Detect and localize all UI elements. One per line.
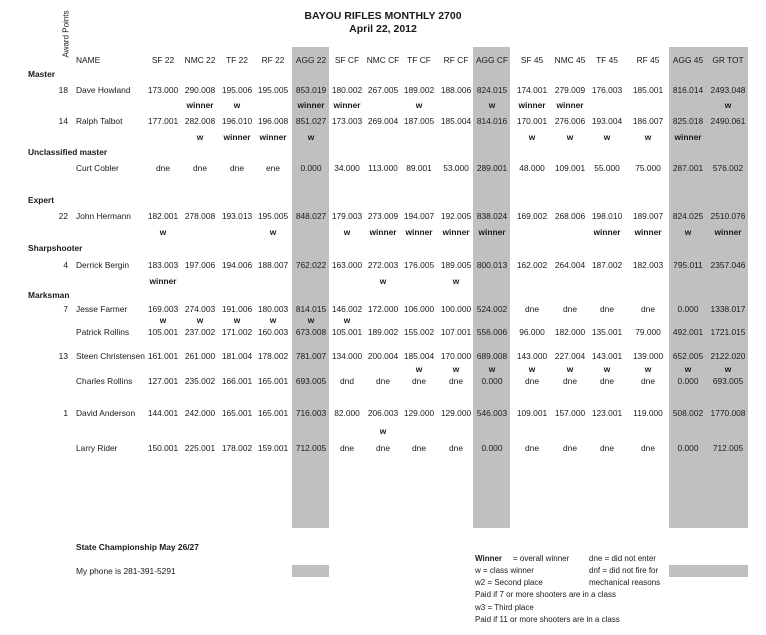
score-grtot: 1770.008 (710, 408, 746, 418)
placement-mark-agg45: w (684, 364, 692, 374)
placement-mark-aggcf: w (488, 364, 496, 374)
score-nmccf: dne (376, 443, 390, 453)
column-header-rfcf: RF CF (443, 55, 469, 65)
score-rfcf: 188.006 (440, 85, 472, 95)
score-tf22: 196.010 (221, 116, 253, 126)
placement-mark-nmccf: w (379, 276, 387, 286)
score-nmccf: dne (376, 376, 390, 386)
column-header-sf22: SF 22 (151, 55, 175, 65)
score-nmc45: 276.006 (554, 116, 586, 126)
score-tfcf: 176.005 (403, 260, 435, 270)
placement-mark-agg45: w (684, 227, 692, 237)
score-sfcf: 105.001 (331, 327, 363, 337)
placement-mark-sf45: w (528, 364, 536, 374)
legend-w: w = class winner (475, 566, 534, 575)
class-label-sharpshooter: Sharpshooter (28, 243, 83, 253)
column-header-tf45: TF 45 (596, 55, 618, 65)
placement-mark-rf22: w (269, 227, 277, 237)
score-agg45: 492.001 (672, 327, 704, 337)
legend-dne: dne = did not enter (589, 554, 656, 563)
placement-mark-aggcf: w (488, 100, 496, 110)
score-nmc22: 261.000 (184, 351, 216, 361)
placement-mark-tf45: winner (593, 227, 621, 237)
score-rf22: 196.008 (257, 116, 289, 126)
score-agg45: 508.002 (672, 408, 704, 418)
page-title: BAYOU RIFLES MONTHLY 2700 (304, 10, 462, 22)
placement-mark-grtot: w (724, 364, 732, 374)
score-agg45: 824.025 (672, 211, 704, 221)
score-tf45: 198.010 (591, 211, 623, 221)
score-grtot: 2122.020 (710, 351, 746, 361)
score-grtot: 712.005 (712, 443, 744, 453)
state-championship-note: State Championship May 26/27 (76, 542, 199, 552)
score-rf22: 165.001 (257, 408, 289, 418)
score-rfcf: 170.000 (440, 351, 472, 361)
score-rf45: 119.000 (633, 408, 663, 418)
score-agg22: 814.015 (295, 304, 327, 314)
score-rfcf: 192.005 (440, 211, 472, 221)
score-sf22: 144.001 (147, 408, 179, 418)
score-sf22: 127.001 (147, 376, 179, 386)
score-rf45: 182.003 (632, 260, 664, 270)
score-rf22: 165.001 (257, 376, 289, 386)
legend-paid11: Paid if 11 or more shooters are in a class (475, 615, 620, 624)
column-header-nmc45: NMC 45 (554, 55, 586, 65)
column-header-nmccf: NMC CF (366, 55, 400, 65)
score-sf22: 182.001 (147, 211, 179, 221)
placement-mark-nmccf: w (379, 426, 387, 436)
score-tf22: 166.001 (221, 376, 253, 386)
score-tfcf: 187.005 (403, 116, 435, 126)
score-sf45: 109.001 (516, 408, 548, 418)
score-aggcf: 800.013 (476, 260, 508, 270)
column-header-sf45: SF 45 (520, 55, 544, 65)
score-tfcf: 185.004 (403, 351, 435, 361)
shooter-name: Dave Howland (76, 85, 131, 95)
legend-winner-key: Winner (475, 554, 503, 563)
score-tf45: 193.004 (591, 116, 623, 126)
column-header-grtot: GR TOT (712, 55, 744, 65)
score-aggcf: 0.000 (481, 376, 503, 386)
score-tfcf: 155.002 (403, 327, 435, 337)
column-header-sfcf: SF CF (334, 55, 360, 65)
score-agg45: 816.014 (672, 85, 704, 95)
score-nmc22: 290.008 (184, 85, 216, 95)
placement-mark-tf45: w (603, 364, 611, 374)
legend-w3: w3 = Third place (475, 603, 534, 612)
score-grtot: 2490.061 (710, 116, 746, 126)
award-points-header: Award Points (61, 10, 71, 58)
score-sf45: dne (525, 376, 539, 386)
placement-mark-nmc22: w (196, 315, 204, 325)
score-nmc22: 282.008 (184, 116, 216, 126)
score-aggcf: 814.016 (476, 116, 508, 126)
score-sfcf: 163.000 (331, 260, 363, 270)
score-tf45: 123.001 (591, 408, 623, 418)
score-tf22: dne (230, 163, 244, 173)
score-sf22: 177.001 (147, 116, 179, 126)
score-nmc22: 237.002 (184, 327, 216, 337)
score-agg22: 673.008 (295, 327, 327, 337)
agg22-footer-shade (292, 565, 329, 577)
shooter-name: Larry Rider (76, 443, 118, 453)
score-sfcf: 146.002 (331, 304, 363, 314)
score-sfcf: 180.002 (331, 85, 363, 95)
score-sfcf: dnd (340, 376, 354, 386)
placement-mark-rf45: w (644, 364, 652, 374)
score-agg45: 0.000 (677, 443, 699, 453)
score-aggcf: 524.002 (476, 304, 508, 314)
class-label-unclassified: Unclassified master (28, 147, 108, 157)
score-tf22: 191.006 (221, 304, 253, 314)
score-tf22: 178.002 (221, 443, 253, 453)
score-tf22: 193.013 (221, 211, 253, 221)
score-nmccf: 172.000 (367, 304, 399, 314)
placement-mark-sf22: w (159, 315, 167, 325)
score-sf45: dne (525, 304, 539, 314)
score-sf45: 96.000 (519, 327, 545, 337)
score-rf45: 75.000 (635, 163, 661, 173)
score-grtot: 693.005 (712, 376, 744, 386)
shooter-name: Patrick Rollins (76, 327, 130, 337)
score-sfcf: 179.003 (331, 211, 363, 221)
legend-winner-desc: = overall winner (513, 554, 570, 563)
score-nmc22: 242.000 (184, 408, 216, 418)
shooter-name: Steen Christensen (76, 351, 145, 361)
column-header-name: NAME (76, 55, 101, 65)
score-tfcf: 106.000 (403, 304, 435, 314)
score-agg22: 851.027 (295, 116, 327, 126)
score-agg22: 781.007 (295, 351, 327, 361)
placement-mark-tfcf: w (415, 364, 423, 374)
placement-mark-rf22: winner (259, 132, 287, 142)
placement-mark-nmccf: winner (369, 227, 397, 237)
score-rf45: dne (641, 443, 655, 453)
score-agg45: 0.000 (677, 304, 699, 314)
score-rf22: 180.003 (257, 304, 289, 314)
score-nmccf: 189.002 (367, 327, 399, 337)
placement-mark-grtot: w (724, 100, 732, 110)
score-tfcf: 129.000 (403, 408, 435, 418)
score-sf45: 170.001 (516, 116, 548, 126)
score-nmc22: dne (193, 163, 207, 173)
score-sf45: 174.001 (516, 85, 548, 95)
score-sf22: 150.001 (147, 443, 179, 453)
shooter-name: David Anderson (76, 408, 136, 418)
score-rf45: dne (641, 304, 655, 314)
score-sf45: 162.002 (516, 260, 548, 270)
score-aggcf: 0.000 (481, 443, 503, 453)
total-footer-shade (669, 565, 748, 577)
award-points: 13 (58, 351, 68, 361)
column-header-agg45: AGG 45 (672, 55, 704, 65)
score-nmc22: 225.001 (184, 443, 216, 453)
score-nmccf: 200.004 (367, 351, 399, 361)
score-rfcf: 185.004 (440, 116, 472, 126)
placement-mark-nmc22: winner (186, 100, 214, 110)
column-header-tfcf: TF CF (407, 55, 431, 65)
column-header-aggcf: AGG CF (475, 55, 509, 65)
award-points: 1 (63, 408, 68, 418)
placement-mark-nmc22: w (196, 132, 204, 142)
score-rfcf: 100.000 (440, 304, 472, 314)
score-tf22: 171.002 (221, 327, 253, 337)
score-grtot: 1338.017 (710, 304, 746, 314)
score-tf45: dne (600, 376, 614, 386)
column-header-rf22: RF 22 (261, 55, 285, 65)
placement-mark-agg22: w (307, 132, 315, 142)
score-aggcf: 838.024 (476, 211, 508, 221)
score-sf22: 161.001 (147, 351, 179, 361)
shooter-name: Curt Cobler (76, 163, 119, 173)
score-aggcf: 289.001 (476, 163, 508, 173)
award-points: 4 (63, 260, 68, 270)
score-agg45: 287.001 (672, 163, 704, 173)
score-rfcf: 189.005 (440, 260, 472, 270)
score-rf22: 178.002 (257, 351, 289, 361)
score-rfcf: 53.000 (443, 163, 469, 173)
placement-mark-rfcf: w (452, 276, 460, 286)
shooter-name: Charles Rollins (76, 376, 133, 386)
score-rf45: 189.007 (632, 211, 664, 221)
placement-mark-sf22: w (159, 227, 167, 237)
placement-mark-sf45: w (528, 132, 536, 142)
class-label-expert: Expert (28, 195, 55, 205)
score-sf22: 183.003 (147, 260, 179, 270)
score-tf22: 165.001 (221, 408, 253, 418)
score-nmc45: dne (563, 304, 577, 314)
score-sf45: 169.002 (516, 211, 548, 221)
score-agg22: 762.022 (295, 260, 327, 270)
score-agg45: 795.011 (673, 260, 703, 270)
placement-mark-tf45: w (603, 132, 611, 142)
placement-mark-sfcf: winner (333, 100, 361, 110)
score-agg45: 652.005 (672, 351, 704, 361)
score-sf22: 173.000 (147, 85, 179, 95)
score-nmc22: 274.003 (184, 304, 216, 314)
score-rfcf: dne (449, 376, 463, 386)
score-nmc22: 235.002 (184, 376, 216, 386)
score-nmccf: 113.000 (368, 163, 398, 173)
score-grtot: 2493.048 (710, 85, 746, 95)
placement-mark-agg45: winner (674, 132, 702, 142)
score-tfcf: 194.007 (403, 211, 435, 221)
score-aggcf: 556.006 (476, 327, 508, 337)
shooter-name: Derrick Bergin (76, 260, 130, 270)
score-sfcf: 82.000 (334, 408, 360, 418)
shooter-name: Jesse Farmer (76, 304, 128, 314)
score-agg45: 825.018 (672, 116, 704, 126)
placement-mark-rfcf: winner (442, 227, 470, 237)
score-sfcf: dne (340, 443, 354, 453)
score-nmccf: 269.004 (367, 116, 399, 126)
score-rf22: 159.001 (257, 443, 289, 453)
placement-mark-tfcf: winner (405, 227, 433, 237)
placement-mark-nmc45: w (566, 132, 574, 142)
placement-mark-agg22: w (307, 315, 315, 325)
score-rf22: 160.003 (257, 327, 289, 337)
score-nmccf: 273.009 (367, 211, 399, 221)
score-sfcf: 173.003 (331, 116, 363, 126)
score-rf45: 185.001 (632, 85, 664, 95)
class-label-master: Master (28, 69, 55, 79)
award-points: 18 (58, 85, 68, 95)
score-sf22: 105.001 (147, 327, 179, 337)
placement-mark-sfcf: w (343, 315, 351, 325)
score-tf45: 143.001 (591, 351, 623, 361)
score-tf22: 195.006 (221, 85, 253, 95)
column-header-rf45: RF 45 (636, 55, 660, 65)
award-points: 7 (63, 304, 68, 314)
score-agg22: 712.005 (295, 443, 327, 453)
score-aggcf: 824.015 (476, 85, 508, 95)
score-nmc45: 279.009 (554, 85, 586, 95)
placement-mark-agg22: winner (297, 100, 325, 110)
column-header-agg22: AGG 22 (295, 55, 327, 65)
score-sf45: dne (525, 443, 539, 453)
class-label-marksman: Marksman (28, 290, 70, 300)
placement-mark-nmc45: w (566, 364, 574, 374)
shooter-name: John Hermann (76, 211, 131, 221)
phone-note: My phone is 281-391-5291 (76, 566, 176, 576)
score-nmc45: dne (563, 443, 577, 453)
score-nmc45: 109.001 (554, 163, 586, 173)
score-grtot: 2357.046 (710, 260, 746, 270)
score-sf45: 48.000 (519, 163, 545, 173)
score-tfcf: dne (412, 376, 426, 386)
score-tf45: 176.003 (591, 85, 623, 95)
legend-paid7: Paid if 7 or more shooters are in a class (475, 590, 616, 599)
score-sfcf: 34.000 (334, 163, 360, 173)
score-nmc45: 264.004 (554, 260, 586, 270)
score-tf45: dne (600, 443, 614, 453)
legend-dnf-2: mechanical reasons (589, 578, 661, 587)
score-grtot: 1721.015 (710, 327, 746, 337)
placement-mark-tf22: winner (223, 132, 251, 142)
score-agg22: 853.019 (295, 85, 327, 95)
placement-mark-tfcf: w (415, 100, 423, 110)
score-agg22: 848.027 (295, 211, 327, 221)
score-nmc45: 182.000 (554, 327, 586, 337)
placement-mark-sfcf: w (343, 227, 351, 237)
score-rf22: ene (266, 163, 280, 173)
score-rf22: 188.007 (257, 260, 289, 270)
score-rf45: 139.000 (632, 351, 664, 361)
legend-dnf-1: dnf = did not fire for (589, 566, 659, 575)
placement-mark-rf22: w (269, 315, 277, 325)
legend-w2: w2 = Second place (475, 578, 543, 587)
page-date: April 22, 2012 (349, 23, 417, 35)
score-nmccf: 206.003 (367, 408, 399, 418)
score-nmc22: 197.006 (184, 260, 216, 270)
placement-mark-sf22: winner (149, 276, 177, 286)
score-tf45: 135.001 (591, 327, 623, 337)
score-aggcf: 546.003 (476, 408, 508, 418)
score-nmc45: 268.006 (554, 211, 586, 221)
placement-mark-grtot: winner (714, 227, 742, 237)
score-nmccf: 267.005 (367, 85, 399, 95)
score-tf45: 187.002 (591, 260, 623, 270)
score-tfcf: 89.001 (406, 163, 432, 173)
score-rfcf: 129.000 (440, 408, 472, 418)
score-grtot: 576.002 (712, 163, 744, 173)
score-agg45: 0.000 (677, 376, 699, 386)
column-header-tf22: TF 22 (226, 55, 248, 65)
award-points: 14 (58, 116, 68, 126)
score-tf22: 194.006 (221, 260, 253, 270)
placement-mark-nmc45: winner (556, 100, 584, 110)
score-aggcf: 689.008 (476, 351, 508, 361)
score-sfcf: 134.000 (331, 351, 363, 361)
score-rf22: 195.005 (257, 211, 289, 221)
score-rfcf: dne (449, 443, 463, 453)
score-rf45: 186.007 (632, 116, 664, 126)
score-agg22: 0.000 (300, 163, 322, 173)
score-rf45: dne (641, 376, 655, 386)
score-nmc45: dne (563, 376, 577, 386)
column-header-nmc22: NMC 22 (184, 55, 216, 65)
score-tfcf: 189.002 (403, 85, 435, 95)
award-points: 22 (58, 211, 68, 221)
score-tfcf: dne (412, 443, 426, 453)
score-nmc22: 278.008 (184, 211, 216, 221)
shooter-name: Ralph Talbot (76, 116, 123, 126)
score-sf22: dne (156, 163, 170, 173)
placement-mark-tf22: w (233, 100, 241, 110)
score-nmc45: 157.000 (554, 408, 586, 418)
placement-mark-sf45: winner (518, 100, 546, 110)
score-tf45: dne (600, 304, 614, 314)
placement-mark-rf45: w (644, 132, 652, 142)
score-nmc45: 227.004 (554, 351, 586, 361)
score-agg22: 693.005 (295, 376, 327, 386)
score-grtot: 2510.076 (710, 211, 746, 221)
score-rf45: 79.000 (635, 327, 661, 337)
placement-mark-rfcf: w (452, 364, 460, 374)
score-tf45: 55.000 (594, 163, 620, 173)
score-rf22: 195.005 (257, 85, 289, 95)
score-nmccf: 272.003 (367, 260, 399, 270)
score-agg22: 716.003 (295, 408, 327, 418)
score-sf22: 169.003 (147, 304, 179, 314)
score-tf22: 181.004 (221, 351, 253, 361)
score-sf45: 143.000 (516, 351, 548, 361)
placement-mark-aggcf: winner (478, 227, 506, 237)
placement-mark-tf22: w (233, 315, 241, 325)
score-rfcf: 107.001 (440, 327, 472, 337)
placement-mark-rf45: winner (634, 227, 662, 237)
